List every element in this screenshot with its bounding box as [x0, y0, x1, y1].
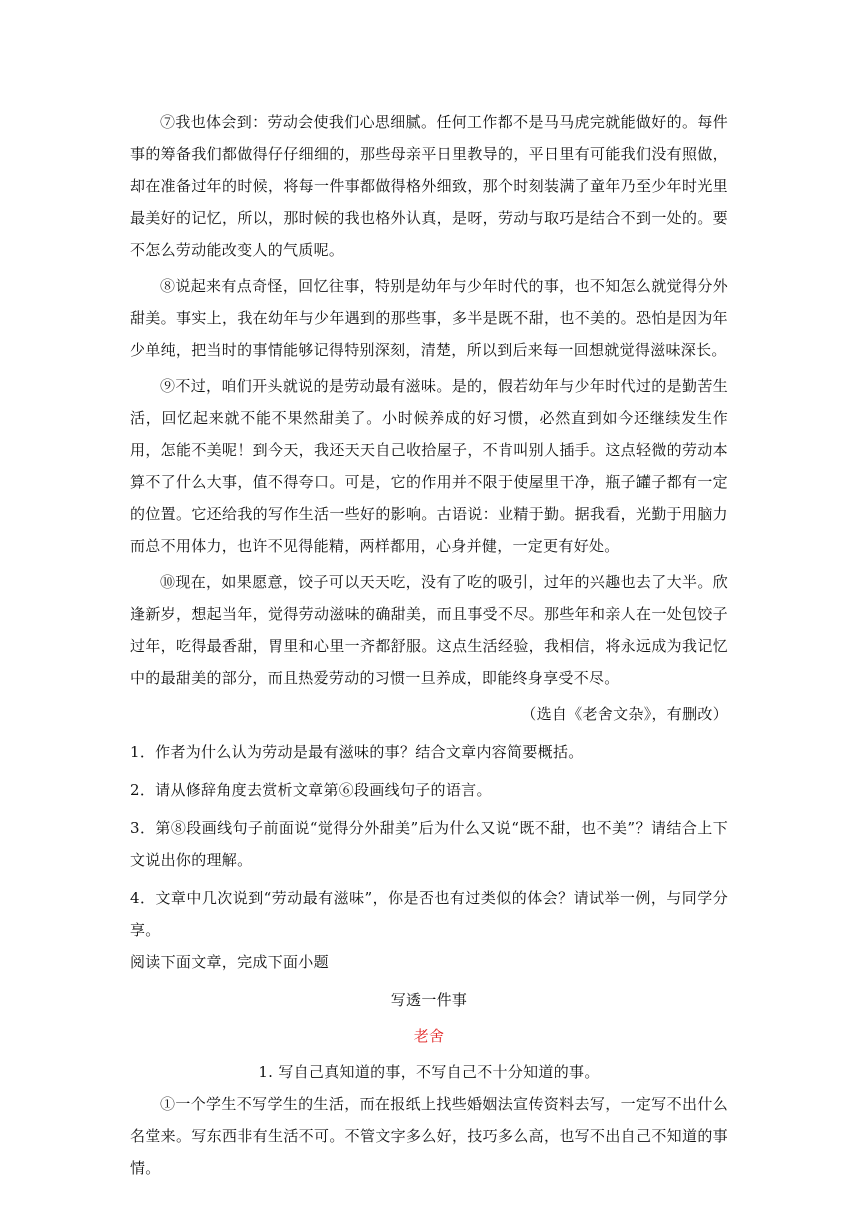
document-content: [130, 106, 728, 1188]
essay2-paragraph-1: ①一个学生不写学生的生活，而在报纸上找些婚姻法宣传资料去写，一定写不出什么名堂来。写东西非有生活不可。不管文字多么好，技巧多么高，也写不出自己不知道的事情。: [130, 1095, 728, 1177]
reading-instruction: 阅读下面文章，完成下面小题: [130, 953, 329, 971]
paragraph-9: ⑨不过，咱们开头就说的是劳动最有滋味。是的，假若幼年与少年时代过的是勤苦生活，回忆起来就不能不果然甜美了。小时候养成的好习惯，必然直到如今还继续发生作用，怎能不美呢！到今天，我还天天自己收拾屋子，不肯叫别人插手。这点轻微的劳动本算不了什么大事，值不得夸口。可是，它的作用并不限于使屋里干净，瓶子罐子都有一定的位置。它还给我的写作生活一些好的影响。古语说：业精于勤。据我看，光勤于用脑力而总不用体力，也许不见得能精，两样都用，心身并健，一定更有好处。: [130, 377, 728, 555]
question-3: 3．第⑧段画线句子前面说“觉得分外甜美”后为什么又说“既不甜，也不美”？请结合上下文说出你的理解。: [130, 819, 728, 869]
question-1: 1．作者为什么认为劳动是最有滋味的事？结合文章内容简要概括。: [130, 743, 584, 761]
source-citation: （选自《老舍文杂》，有删改）: [521, 705, 728, 723]
question-2: 2．请从修辞角度去赏析文章第⑥段画线句子的语言。: [130, 781, 492, 799]
paragraph-7: ⑦我也体会到：劳动会使我们心思细腻。任何工作都不是马马虎完就能做好的。每件事的筹备我们都做得仔仔细细的，那些母亲平日里教导的，平日里有可能我们没有照做，却在准备过年的时候，将每一件事都做得格外细致，那个时刻装满了童年乃至少年时光里最美好的记忆，所以，那时候的我也格外认真，是呀，劳动与取巧是结合不到一处的。要不怎么劳动能改变人的气质呢。: [130, 113, 728, 259]
paragraph-10: ⑩现在，如果愿意，饺子可以天天吃，没有了吃的吸引，过年的兴趣也去了大半。欣逢新岁，想起当年，觉得劳动滋味的确甜美，而且事受不尽。那些年和亲人在一处包饺子过年，吃得最香甜，胃里和心里一齐都舒服。这点生活经验，我相信，将永远成为我记忆中的最甜美的部分，而且热爱劳动的习惯一旦养成，即能终身享受不尽。: [130, 573, 728, 687]
essay-subtitle: 1. 写自己真知道的事，不写自己不十分知道的事。: [258, 1063, 600, 1081]
paragraph-8: ⑧说起来有点奇怪，回忆往事，特别是幼年与少年时代的事，也不知怎么就觉得分外甜美。事实上，我在幼年与少年遇到的那些事，多半是既不甜，也不美的。恐怕是因为年少单纯，把当时的事情能够记得特别深刻，清楚，所以到后来每一回想就觉得滋味深长。: [130, 277, 728, 359]
essay-title: 写透一件事: [390, 991, 468, 1009]
question-4: 4．文章中几次说到“劳动最有滋味”，你是否也有过类似的体会？请试举一例，与同学分享。: [130, 889, 728, 939]
essay-author: 老舍: [413, 1027, 445, 1045]
